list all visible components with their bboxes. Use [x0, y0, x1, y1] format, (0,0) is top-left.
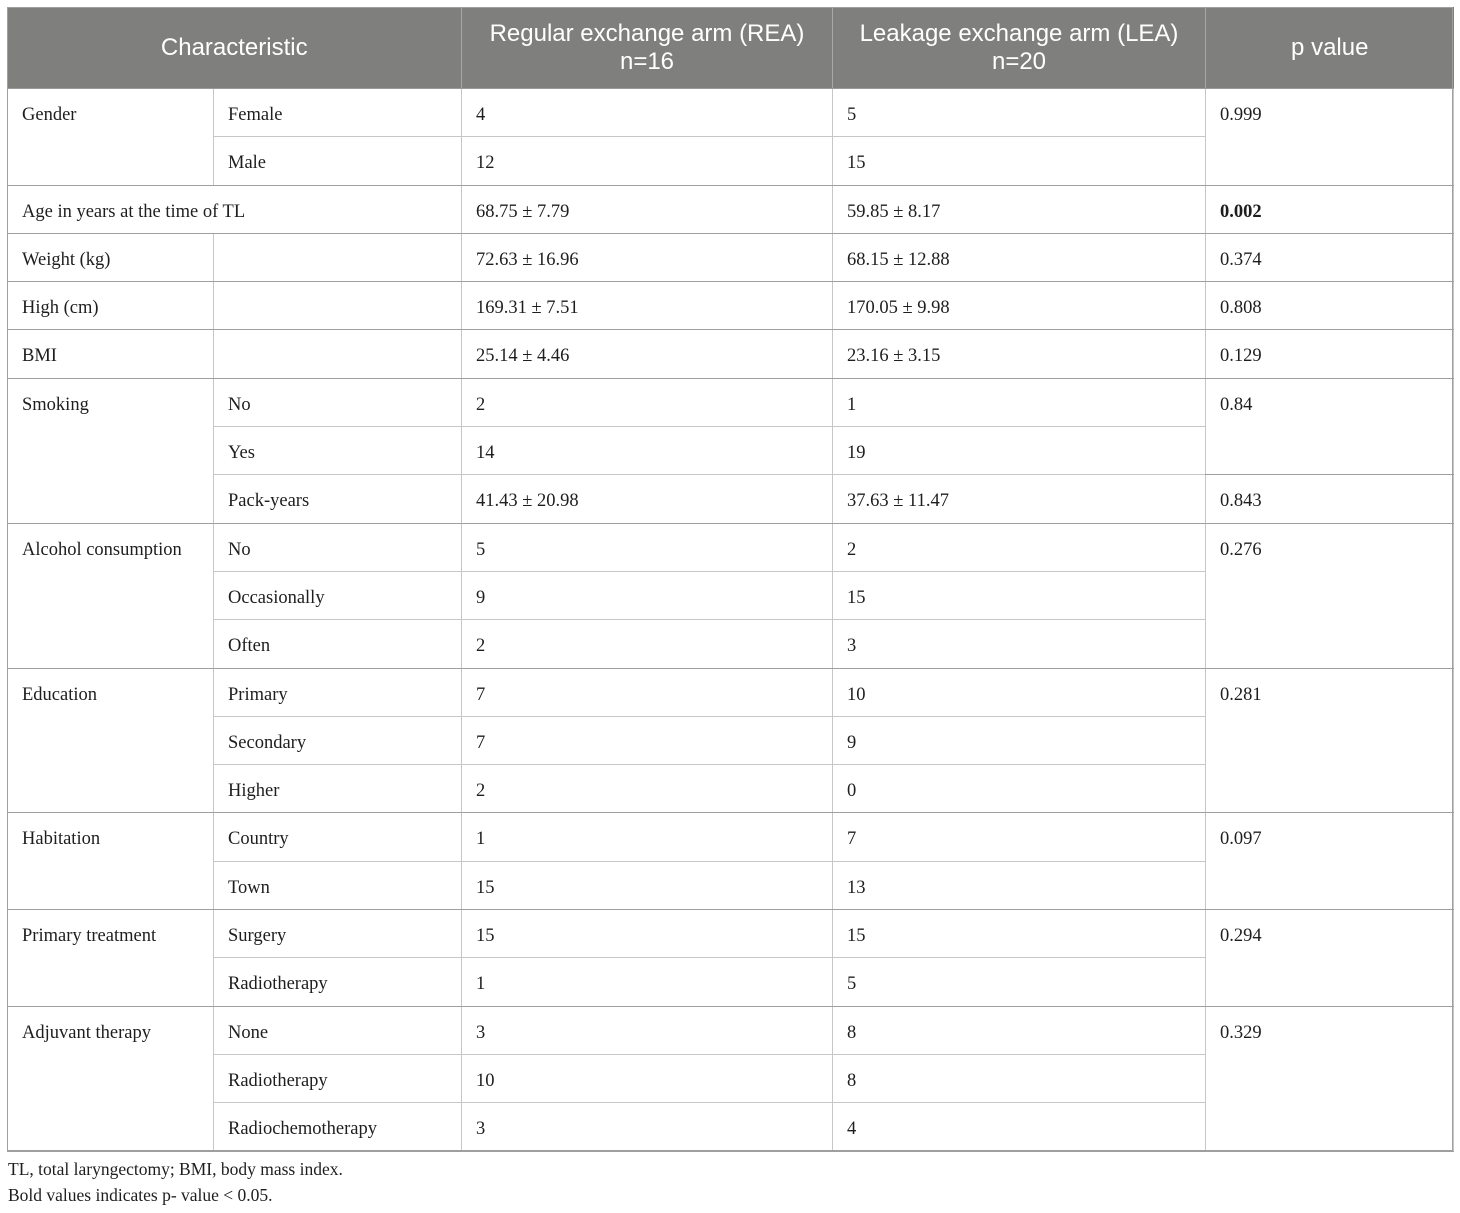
p-value-primary-treatment: 0.294 — [1206, 910, 1454, 1007]
table-cell: 5 — [462, 523, 833, 571]
table-cell: 19 — [833, 427, 1206, 475]
table-cell — [214, 330, 462, 378]
table-cell: 4 — [462, 89, 833, 137]
table-cell: 10 — [833, 668, 1206, 716]
header-lea-n: n=20 — [991, 47, 1047, 75]
row-label-smoking: Smoking — [8, 378, 214, 523]
table-cell: 25.14 ± 4.46 — [462, 330, 833, 378]
table-cell: 15 — [833, 571, 1206, 619]
p-value-adjuvant-therapy: 0.329 — [1206, 1006, 1454, 1151]
table-cell: Radiotherapy — [214, 1054, 462, 1102]
row-label-adjuvant-therapy: Adjuvant therapy — [8, 1006, 214, 1151]
p-value-habitation: 0.097 — [1206, 813, 1454, 910]
table-cell: 5 — [833, 89, 1206, 137]
header-p-value: p value — [1206, 7, 1454, 89]
table-cell: No — [214, 378, 462, 426]
table-row — [8, 668, 1454, 716]
table-cell: 9 — [833, 716, 1206, 764]
table-cell: 13 — [833, 861, 1206, 909]
table-row — [8, 378, 1454, 426]
table-cell: 72.63 ± 16.96 — [462, 233, 833, 281]
table-cell: Male — [214, 137, 462, 185]
table-cell: Occasionally — [214, 571, 462, 619]
table-cell: Primary — [214, 668, 462, 716]
table-cell: 1 — [833, 378, 1206, 426]
row-label-habitation: Habitation — [8, 813, 214, 910]
table-cell: 68.15 ± 12.88 — [833, 233, 1206, 281]
header-rea-title: Regular exchange arm (REA) — [489, 19, 805, 47]
p-value-gender: 0.999 — [1206, 89, 1454, 186]
table-cell: 15 — [462, 861, 833, 909]
table-row — [8, 475, 1454, 523]
table-cell: Higher — [214, 765, 462, 813]
table-cell: 169.31 ± 7.51 — [462, 282, 833, 330]
table-cell: 3 — [462, 1103, 833, 1151]
table-cell: 3 — [833, 620, 1206, 668]
table-cell: Town — [214, 861, 462, 909]
table-cell: 9 — [462, 571, 833, 619]
row-label-primary-treatment: Primary treatment — [8, 910, 214, 1007]
row-label-gender: Gender — [8, 89, 214, 186]
header-row — [8, 7, 1454, 89]
table-cell: 2 — [462, 620, 833, 668]
table-cell: Country — [214, 813, 462, 861]
table-cell: 12 — [462, 137, 833, 185]
row-label-education: Education — [8, 668, 214, 813]
table-cell: 2 — [462, 378, 833, 426]
header-rea — [462, 7, 833, 89]
table-cell: 7 — [833, 813, 1206, 861]
table-row — [8, 1006, 1454, 1054]
header-lea-title: Leakage exchange arm (LEA) — [859, 19, 1179, 47]
table-cell: 59.85 ± 8.17 — [833, 185, 1206, 233]
table-cell: 3 — [462, 1006, 833, 1054]
table-cell: 7 — [462, 668, 833, 716]
table-row — [8, 233, 1454, 281]
p-value-high: 0.808 — [1206, 282, 1454, 330]
table-cell: 8 — [833, 1054, 1206, 1102]
table-cell: 7 — [462, 716, 833, 764]
table-cell: 15 — [833, 137, 1206, 185]
p-value-bmi: 0.129 — [1206, 330, 1454, 378]
table-cell: 10 — [462, 1054, 833, 1102]
footnote-abbreviations: TL, total laryngectomy; BMI, body mass index. — [8, 1159, 343, 1179]
table-cell: 2 — [462, 765, 833, 813]
table-cell: 2 — [833, 523, 1206, 571]
header-rea-n: n=16 — [619, 47, 675, 75]
table-cell: Secondary — [214, 716, 462, 764]
p-value-age: 0.002 — [1206, 185, 1454, 233]
table-row — [8, 330, 1454, 378]
table-cell: Radiotherapy — [214, 958, 462, 1006]
table-cell: None — [214, 1006, 462, 1054]
table-cell: 170.05 ± 9.98 — [833, 282, 1206, 330]
table-cell: 14 — [462, 427, 833, 475]
p-value-smoking: 0.84 — [1206, 378, 1454, 475]
table-cell — [214, 233, 462, 281]
row-label-weight: Weight (kg) — [8, 233, 214, 281]
table-cell: No — [214, 523, 462, 571]
table-cell: 0 — [833, 765, 1206, 813]
characteristics-table — [7, 7, 1454, 1152]
footnote-bold-note: Bold values indicates p- value < 0.05. — [8, 1185, 273, 1205]
table-cell: 4 — [833, 1103, 1206, 1151]
p-value-education: 0.281 — [1206, 668, 1454, 813]
table-cell: 37.63 ± 11.47 — [833, 475, 1206, 523]
row-label-high: High (cm) — [8, 282, 214, 330]
table-row — [8, 910, 1454, 958]
p-value-weight: 0.374 — [1206, 233, 1454, 281]
table-cell — [214, 282, 462, 330]
table-cell: 1 — [462, 813, 833, 861]
table-cell: Surgery — [214, 910, 462, 958]
table-row — [8, 185, 1454, 233]
table-cell: Yes — [214, 427, 462, 475]
table-row — [8, 282, 1454, 330]
table-cell: 23.16 ± 3.15 — [833, 330, 1206, 378]
table-cell: 1 — [462, 958, 833, 1006]
table-cell: 15 — [462, 910, 833, 958]
table-cell: Often — [214, 620, 462, 668]
header-characteristic: Characteristic — [8, 7, 462, 89]
row-label-alcohol: Alcohol consumption — [8, 523, 214, 668]
table-row — [8, 813, 1454, 861]
table-row — [8, 523, 1454, 571]
table-cell: Pack-years — [214, 475, 462, 523]
row-label-bmi: BMI — [8, 330, 214, 378]
table-cell: 15 — [833, 910, 1206, 958]
p-value-alcohol: 0.276 — [1206, 523, 1454, 668]
p-value-pack-years: 0.843 — [1206, 475, 1454, 523]
table-cell: Female — [214, 89, 462, 137]
row-label-age: Age in years at the time of TL — [8, 185, 462, 233]
table-cell: 68.75 ± 7.79 — [462, 185, 833, 233]
table-cell: 8 — [833, 1006, 1206, 1054]
table-row — [8, 89, 1454, 137]
table-cell: 5 — [833, 958, 1206, 1006]
table-cell: 41.43 ± 20.98 — [462, 475, 833, 523]
table-cell: Radiochemotherapy — [214, 1103, 462, 1151]
header-lea — [833, 7, 1206, 89]
